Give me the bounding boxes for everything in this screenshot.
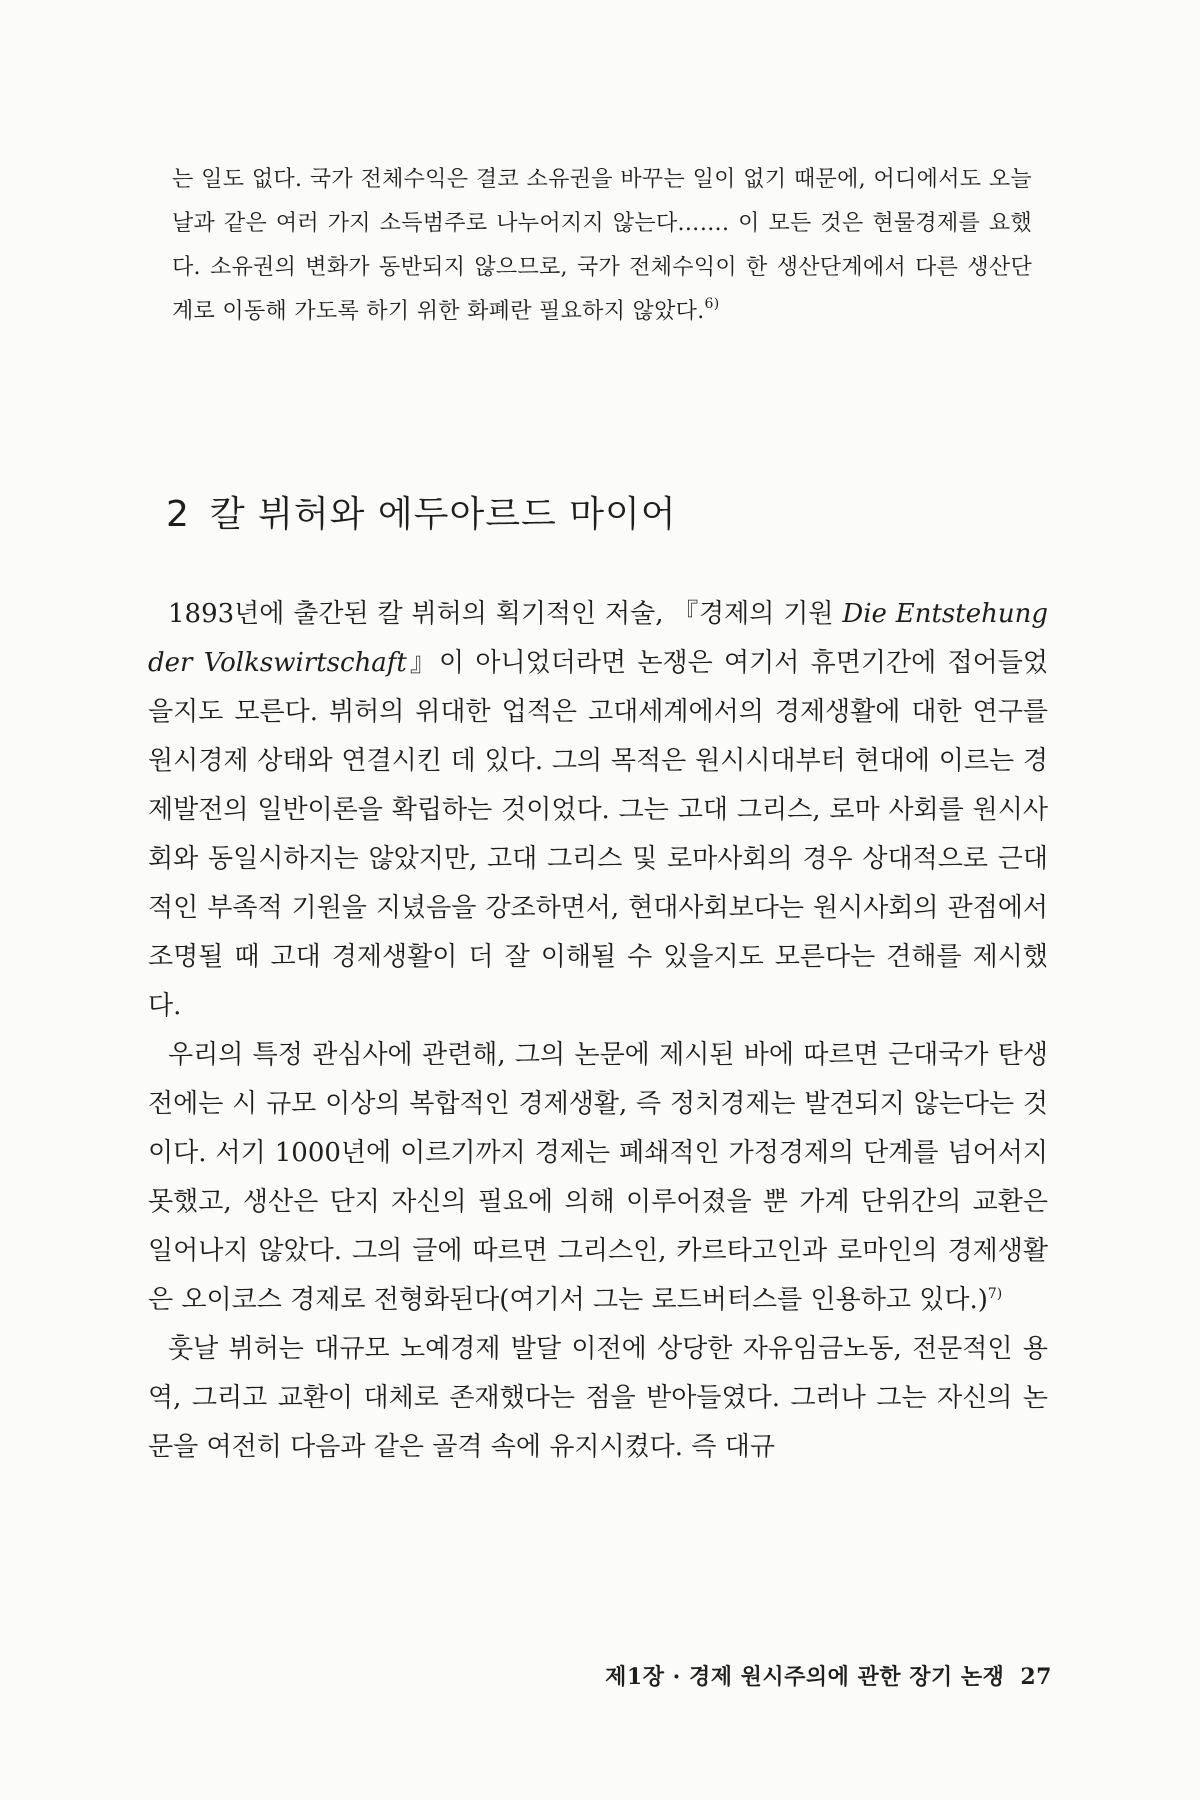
section-heading	[166, 486, 677, 537]
book-title-original: Die Entstehung der Volkswirtschaft	[148, 599, 1048, 678]
page-footer	[605, 1660, 1052, 1691]
quote-text: 는 일도 없다. 국가 전체수익은 결코 소유권을 바꾸는 일이 없기 때문에, 어디에서도 오늘날과 같은 여러 가지 소득범주로 나누어지지 않는다……. 이 모든 것은 현물경제를 요했다. 소유권의 변화가 동반되지 않으므로, 국가 전체수익이 한 생산단계에서 다른 생산단계로 이동해 가도록 하기 위한 화폐란 필요하지 않았다.	[172, 167, 1032, 324]
section-number: 2	[166, 494, 190, 535]
footnote-marker: 7)	[987, 1286, 1003, 1302]
paragraph-text: 훗날 뷔허는 대규모 노예경제 발달 이전에 상당한 자유임금노동, 전문적인 용역, 그리고 교환이 대체로 존재했다는 점을 받아들였다. 그러나 그는 자신의 논문을 여전히 다음과 같은 골격 속에 유지시켰다. 즉 대규	[148, 1334, 1048, 1462]
paragraph-text: 1893년에 출간된 칼 뷔허의 획기적인 저술, 『경제의 기원	[168, 599, 843, 629]
section-title: 칼 뷔허와 에두아르드 마이어	[209, 494, 677, 535]
paragraph	[148, 1325, 1048, 1472]
running-head: 제1장 · 경제 원시주의에 관한 장기 논쟁	[605, 1664, 1005, 1690]
paragraph	[148, 1031, 1048, 1325]
quote-paragraph	[172, 158, 1032, 334]
paragraph	[148, 590, 1048, 1031]
footnote-marker: 6)	[704, 296, 720, 312]
paragraph-text: 』이 아니었더라면 논쟁은 여기서 휴면기간에 접어들었을지도 모른다. 뷔허의 위대한 업적은 고대세계에서의 경제생활에 대한 연구를 원시경제 상태와 연결시킨 데 있다. 그의 목적은 원시시대부터 현대에 이르는 경제발전의 일반이론을 확립하는 것이었다. 그는 고대 그리스, 로마 사회를 원시사회와 동일시하지는 않았지만, 고대 그리스 및 로마사회의 경우 상대적으로 근대적인 부족적 기원을 지녔음을 강조하면서, 현대사회보다는 원시사회의 관점에서 조명될 때 고대 경제생활이 더 잘 이해될 수 있을지도 모른다는 견해를 제시했다.	[148, 648, 1048, 1021]
paragraph-text: 우리의 특정 관심사에 관련해, 그의 논문에 제시된 바에 따르면 근대국가 탄생 전에는 시 규모 이상의 복합적인 경제생활, 즉 정치경제는 발견되지 않는다는 것이다. 서기 1000년에 이르기까지 경제는 폐쇄적인 가정경제의 단계를 넘어서지 못했고, 생산은 단지 자신의 필요에 의해 이루어졌을 뿐 가계 단위간의 교환은 일어나지 않았다. 그의 글에 따르면 그리스인, 카르타고인과 로마인의 경제생활은 오이코스 경제로 전형화된다(여기서 그는 로드버터스를 인용하고 있다.)	[148, 1040, 1048, 1315]
block-quote	[172, 158, 1032, 334]
page-number: 27	[1020, 1664, 1052, 1690]
body-text	[148, 590, 1048, 1472]
